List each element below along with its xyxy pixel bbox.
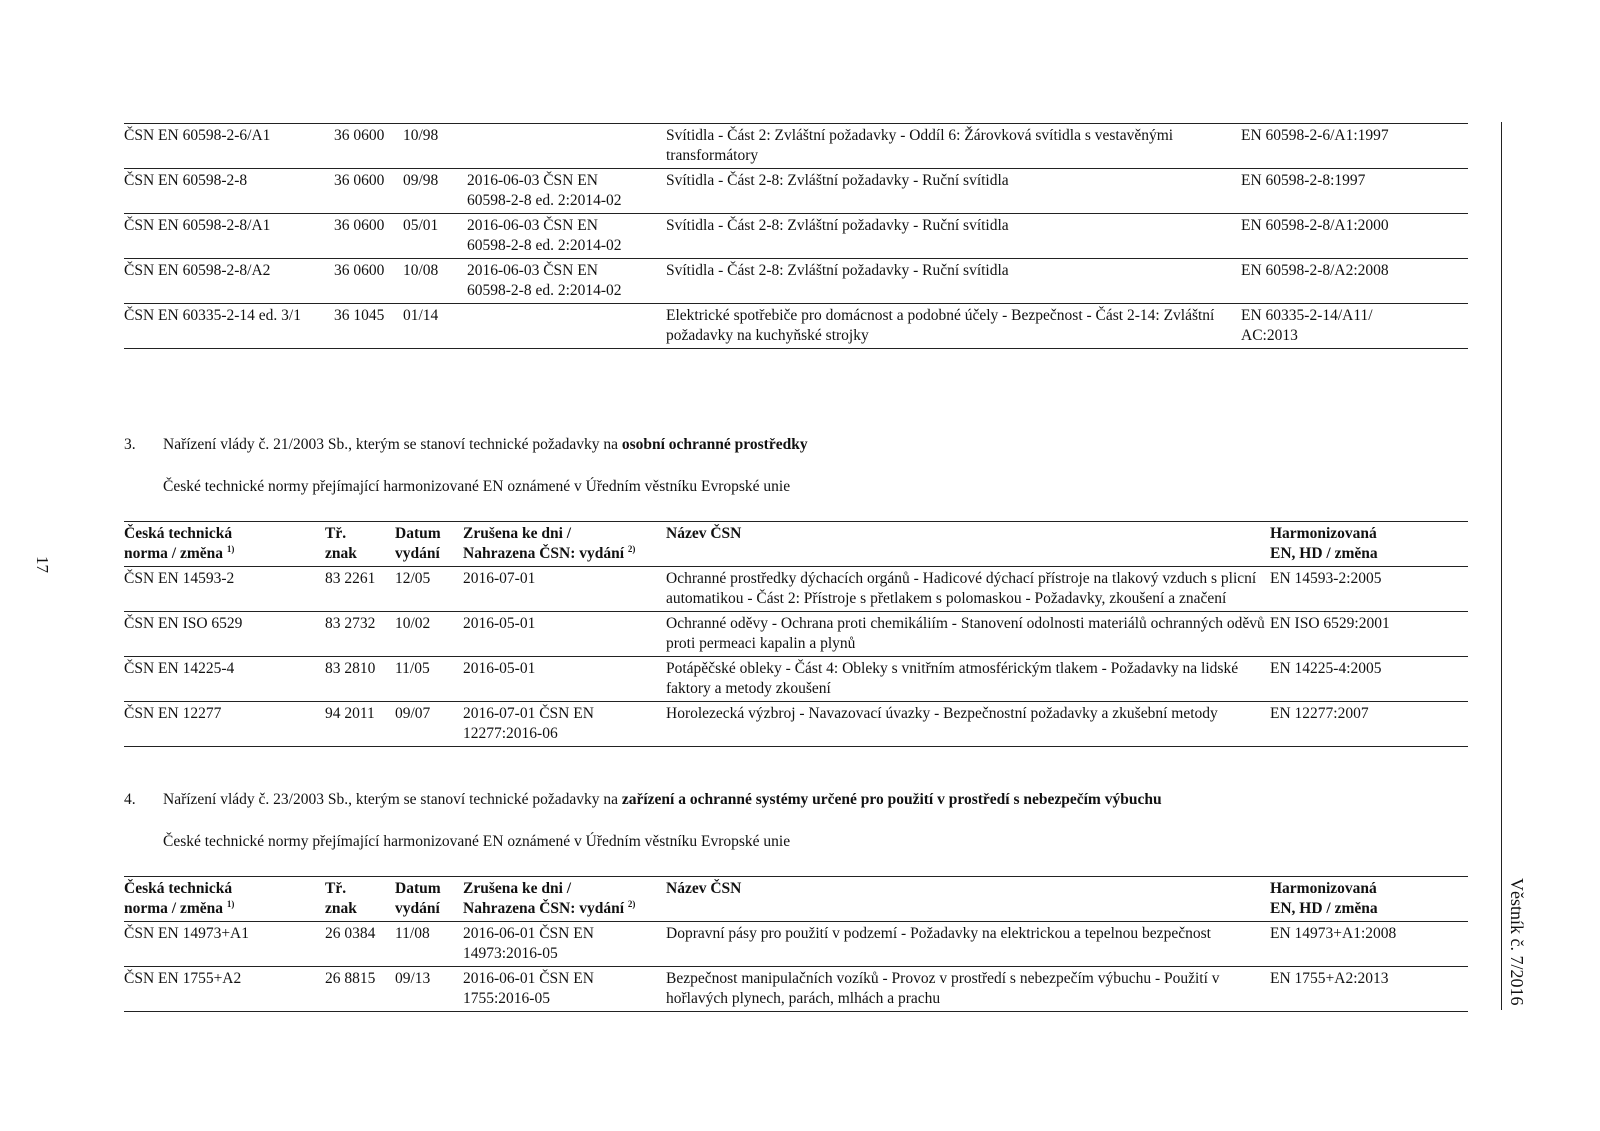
table-atex <box>124 876 1468 1012</box>
header-date: Datum vydání <box>395 522 463 567</box>
cell-norm: ČSN EN 1755+A2 <box>124 967 325 1012</box>
cell-title: Svítidla - Část 2: Zvláštní požadavky - Oddíl 6: Žárovková svítidla s vestavěnými transformátory <box>666 124 1241 169</box>
header-title: Název ČSN <box>666 522 1270 567</box>
cell-class: 83 2732 <box>325 612 395 657</box>
table-row <box>124 702 1468 747</box>
cell-class: 83 2810 <box>325 657 395 702</box>
table-row <box>124 259 1468 304</box>
cell-class: 36 0600 <box>334 169 403 214</box>
cell-replaced <box>467 124 666 169</box>
cell-title: Horolezecká výzbroj - Navazovací úvazky - Bezpečnostní požadavky a zkušební metody <box>666 702 1270 747</box>
cell-norm: ČSN EN 60335-2-14 ed. 3/1 <box>124 304 334 349</box>
table-row <box>124 657 1468 702</box>
cell-title: Dopravní pásy pro použití v podzemí - Požadavky na elektrickou a tepelnou bezpečnost <box>666 922 1270 967</box>
cell-class: 26 8815 <box>325 967 395 1012</box>
cell-date: 09/07 <box>395 702 463 747</box>
cell-norm: ČSN EN ISO 6529 <box>124 612 325 657</box>
cell-harmonized: EN ISO 6529:2001 <box>1270 612 1468 657</box>
cell-title: Potápěčské obleky - Část 4: Obleky s vnitřním atmosférickým tlakem - Požadavky na lidské faktory a metody zkoušení <box>666 657 1270 702</box>
header-norm: Česká technická norma / změna $^{1)}$ <box>124 877 325 922</box>
cell-harmonized: EN 14225-4:2005 <box>1270 657 1468 702</box>
cell-title: Elektrické spotřebiče pro domácnost a podobné účely - Bezpečnost - Část 2-14: Zvláštní požadavky na kuchyňské strojky <box>666 304 1241 349</box>
cell-date: 11/08 <box>395 922 463 967</box>
header-replaced: Zrušena ke dni / Nahrazena ČSN: vydání $^{2)}$ <box>463 522 666 567</box>
cell-date: 11/05 <box>395 657 463 702</box>
cell-title: Ochranné prostředky dýchacích orgánů - Hadicové dýchací přístroje na tlakový vzduch s plicní automatikou - Část 2: Přístroje s přetlakem s polomaskou - Požadavky, zkoušení a značení <box>666 567 1270 612</box>
header-date: Datum vydání <box>395 877 463 922</box>
cell-harmonized: EN 1755+A2:2013 <box>1270 967 1468 1012</box>
cell-date: 09/13 <box>395 967 463 1012</box>
cell-class: 36 0600 <box>334 214 403 259</box>
cell-norm: ČSN EN 60598-2-8/A1 <box>124 214 334 259</box>
cell-class: 94 2011 <box>325 702 395 747</box>
cell-replaced: 2016-05-01 <box>463 612 666 657</box>
cell-class: 36 0600 <box>334 124 403 169</box>
cell-date: 10/02 <box>395 612 463 657</box>
section-3-heading <box>124 436 808 454</box>
cell-replaced <box>467 304 666 349</box>
table-row <box>124 612 1468 657</box>
header-harmonized: Harmonizovaná EN, HD / změna <box>1270 522 1468 567</box>
table-header-row <box>124 522 1468 567</box>
journal-header: Věstník č. 7/2016 <box>1507 878 1527 1006</box>
cell-norm: ČSN EN 60598-2-8/A2 <box>124 259 334 304</box>
section-3-intro: České technické normy přejímající harmonizované EN oznámené v Úředním věstníku Evropské unie <box>163 478 791 495</box>
cell-title: Ochranné oděvy - Ochrana proti chemikáliím - Stanovení odolnosti materiálů ochranných oděvů proti permeaci kapalin a plynů <box>666 612 1270 657</box>
cell-replaced: 2016-06-01 ČSN EN 1755:2016-05 <box>463 967 666 1012</box>
cell-harmonized: EN 60598-2-8:1997 <box>1241 169 1468 214</box>
section-number: 4. <box>124 791 136 808</box>
table-row <box>124 124 1468 169</box>
cell-harmonized: EN 12277:2007 <box>1270 702 1468 747</box>
cell-date: 10/08 <box>403 259 467 304</box>
cell-replaced: 2016-06-03 ČSN EN 60598-2-8 ed. 2:2014-02 <box>467 259 666 304</box>
side-rule <box>1501 122 1502 1010</box>
cell-harmonized: EN 14593-2:2005 <box>1270 567 1468 612</box>
header-class: Tř. znak <box>325 522 395 567</box>
section-text: Nařízení vlády č. 23/2003 Sb., kterým se stanoví technické požadavky na <box>163 791 622 808</box>
cell-class: 36 0600 <box>334 259 403 304</box>
cell-title: Bezpečnost manipulačních vozíků - Provoz v prostředí s nebezpečím výbuchu - Použití v hořlavých plynech, parách, mlhách a prachu <box>666 967 1270 1012</box>
table-row <box>124 169 1468 214</box>
cell-date: 01/14 <box>403 304 467 349</box>
cell-harmonized: EN 60598-2-8/A1:2000 <box>1241 214 1468 259</box>
section-4-intro: České technické normy přejímající harmonizované EN oznámené v Úředním věstníku Evropské unie <box>163 833 791 850</box>
cell-date: 09/98 <box>403 169 467 214</box>
cell-title: Svítidla - Část 2-8: Zvláštní požadavky - Ruční svítidla <box>666 259 1241 304</box>
cell-replaced: 2016-06-03 ČSN EN 60598-2-8 ed. 2:2014-02 <box>467 169 666 214</box>
cell-class: 36 1045 <box>334 304 403 349</box>
cell-harmonized: EN 60335-2-14/A11/ AC:2013 <box>1241 304 1468 349</box>
header-class: Tř. znak <box>325 877 395 922</box>
header-norm: Česká technická norma / změna $^{1)}$ <box>124 522 325 567</box>
cell-class: 26 0384 <box>325 922 395 967</box>
section-text: Nařízení vlády č. 21/2003 Sb., kterým se stanoví technické požadavky na <box>163 436 622 453</box>
cell-harmonized: EN 14973+A1:2008 <box>1270 922 1468 967</box>
header-title: Název ČSN <box>666 877 1270 922</box>
table-row <box>124 567 1468 612</box>
cell-date: 10/98 <box>403 124 467 169</box>
section-subject: zařízení a ochranné systémy určené pro použití v prostředí s nebezpečím výbuchu <box>621 791 1162 808</box>
cell-norm: ČSN EN 12277 <box>124 702 325 747</box>
cell-title: Svítidla - Část 2-8: Zvláštní požadavky - Ruční svítidla <box>666 169 1241 214</box>
header-replaced: Zrušena ke dni / Nahrazena ČSN: vydání $^{2)}$ <box>463 877 666 922</box>
table-header-row <box>124 877 1468 922</box>
cell-replaced: 2016-05-01 <box>463 657 666 702</box>
cell-harmonized: EN 60598-2-6/A1:1997 <box>1241 124 1468 169</box>
cell-replaced: 2016-06-03 ČSN EN 60598-2-8 ed. 2:2014-02 <box>467 214 666 259</box>
table-electrical-continued <box>124 123 1468 349</box>
cell-replaced: 2016-06-01 ČSN EN 14973:2016-05 <box>463 922 666 967</box>
table-ppe <box>124 521 1468 747</box>
section-subject: osobní ochranné prostředky <box>621 436 808 453</box>
cell-norm: ČSN EN 14593-2 <box>124 567 325 612</box>
cell-date: 05/01 <box>403 214 467 259</box>
cell-norm: ČSN EN 14973+A1 <box>124 922 325 967</box>
table-row <box>124 304 1468 349</box>
table-row <box>124 214 1468 259</box>
section-number: 3. <box>124 436 136 453</box>
cell-norm: ČSN EN 60598-2-6/A1 <box>124 124 334 169</box>
section-4-heading <box>124 791 1162 809</box>
page-number: 17 <box>33 556 52 573</box>
header-harmonized: Harmonizovaná EN, HD / změna <box>1270 877 1468 922</box>
cell-class: 83 2261 <box>325 567 395 612</box>
cell-date: 12/05 <box>395 567 463 612</box>
cell-harmonized: EN 60598-2-8/A2:2008 <box>1241 259 1468 304</box>
cell-norm: ČSN EN 14225-4 <box>124 657 325 702</box>
table-row <box>124 922 1468 967</box>
table-row <box>124 967 1468 1012</box>
cell-norm: ČSN EN 60598-2-8 <box>124 169 334 214</box>
cell-replaced: 2016-07-01 <box>463 567 666 612</box>
cell-replaced: 2016-07-01 ČSN EN 12277:2016-06 <box>463 702 666 747</box>
cell-title: Svítidla - Část 2-8: Zvláštní požadavky - Ruční svítidla <box>666 214 1241 259</box>
